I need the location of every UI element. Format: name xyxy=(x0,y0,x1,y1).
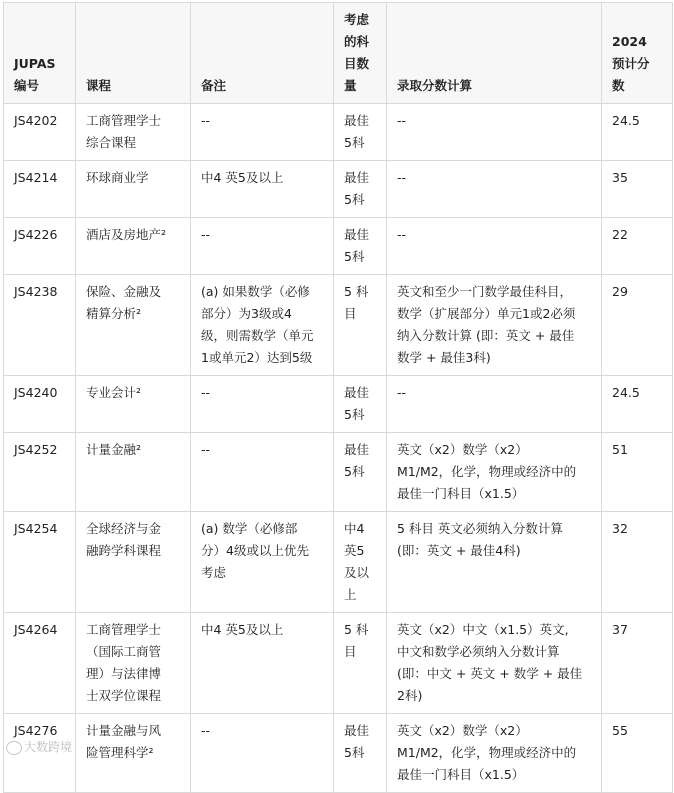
header-subjects xyxy=(334,3,387,104)
cell-line: 考虑 xyxy=(201,565,227,580)
cell-subjects xyxy=(334,433,387,512)
cell-line: 最佳 xyxy=(344,385,370,400)
cell-line: 分）4级或以上优先 xyxy=(201,543,309,558)
cell-line: 5科 xyxy=(344,249,365,264)
cell-line: -- xyxy=(201,227,211,242)
cell-remark xyxy=(191,218,334,275)
header-jupas-code xyxy=(4,3,76,104)
cell-course xyxy=(76,433,191,512)
cell-line: 最佳 xyxy=(344,113,370,128)
cell-line: 英5 xyxy=(344,543,365,558)
cell-course xyxy=(76,512,191,613)
table-header-row xyxy=(4,3,673,104)
cell-line: 英文（x2）数学（x2） xyxy=(397,723,528,738)
cell-line: 数学（扩展部分）单元1或2必须 xyxy=(397,306,576,321)
cell-course xyxy=(76,218,191,275)
cell-line: 5科 xyxy=(344,135,365,150)
cell-remark xyxy=(191,714,334,793)
cell-line: 目 xyxy=(344,644,357,659)
cell-line: (a) 如果数学（必修 xyxy=(201,284,310,299)
cell-line: -- xyxy=(397,170,407,185)
cell-line: （国际工商管 xyxy=(86,644,162,659)
cell-line: -- xyxy=(397,113,407,128)
header-calc xyxy=(387,3,602,104)
cell-line: 中文和数学必须纳入分数计算 xyxy=(397,644,560,659)
cell-code: JS4202 xyxy=(4,104,76,161)
cell-score: 35 xyxy=(602,161,673,218)
table-row xyxy=(4,433,673,512)
cell-line: 5 科 xyxy=(344,622,369,637)
cell-line: 工商管理学士 xyxy=(86,622,162,637)
cell-line: 理）与法律博 xyxy=(86,666,162,681)
cell-line: 纳入分数计算 (即：英文 + 最佳 xyxy=(397,328,575,343)
cell-line: -- xyxy=(201,385,211,400)
cell-score: 55 xyxy=(602,714,673,793)
cell-code: JS4276 xyxy=(4,714,76,793)
cell-calc xyxy=(387,161,602,218)
cell-calc xyxy=(387,433,602,512)
cell-line: 目 xyxy=(344,306,357,321)
table-row xyxy=(4,613,673,714)
cell-calc xyxy=(387,104,602,161)
cell-line: 专业会计² xyxy=(86,385,142,400)
cell-line: 级，则需数学（单元 xyxy=(201,328,314,343)
cell-line: (即：中文 + 英文 + 数学 + 最佳 xyxy=(397,666,583,681)
cell-code: JS4254 xyxy=(4,512,76,613)
cell-calc xyxy=(387,218,602,275)
cell-subjects xyxy=(334,218,387,275)
watermark-logo-icon xyxy=(6,741,22,755)
cell-line: M1/M2，化学，物理或经济中的 xyxy=(397,464,577,479)
cell-remark xyxy=(191,433,334,512)
cell-line: -- xyxy=(397,227,407,242)
cell-score: 24.5 xyxy=(602,376,673,433)
table-row xyxy=(4,275,673,376)
cell-line: -- xyxy=(201,442,211,457)
cell-code: JS4252 xyxy=(4,433,76,512)
cell-line: 英文（x2）数学（x2） xyxy=(397,442,528,457)
cell-line: 数学 + 最佳3科) xyxy=(397,350,491,365)
cell-line: 计量金融与风 xyxy=(86,723,162,738)
cell-line: 5科 xyxy=(344,464,365,479)
cell-remark xyxy=(191,376,334,433)
cell-line: 最佳一门科目（x1.5） xyxy=(397,486,525,501)
cell-line: 录取分数计算 xyxy=(397,78,473,93)
cell-line: 的科 xyxy=(344,34,370,49)
cell-score: 24.5 xyxy=(602,104,673,161)
cell-line: 预计分 xyxy=(612,56,650,71)
header-score xyxy=(602,3,673,104)
cell-line: 部分）为3级或4 xyxy=(201,306,292,321)
cell-line: JUPAS xyxy=(14,56,56,71)
cell-code: JS4240 xyxy=(4,376,76,433)
cell-line: 最佳 xyxy=(344,227,370,242)
cell-line: 英文（x2）中文（x1.5）英文, xyxy=(397,622,569,637)
cell-line: 5科 xyxy=(344,407,365,422)
table-row xyxy=(4,161,673,218)
cell-line: 士双学位课程 xyxy=(86,688,162,703)
cell-remark xyxy=(191,512,334,613)
table-row xyxy=(4,714,673,793)
cell-line: 2024 xyxy=(612,34,647,49)
cell-calc xyxy=(387,275,602,376)
cell-line: 中4 xyxy=(344,521,365,536)
cell-score: 29 xyxy=(602,275,673,376)
header-course xyxy=(76,3,191,104)
cell-line: 英文和至少一门数学最佳科目， xyxy=(397,284,573,299)
table-row xyxy=(4,376,673,433)
cell-line: 2科) xyxy=(397,688,423,703)
cell-subjects xyxy=(334,376,387,433)
cell-subjects xyxy=(334,161,387,218)
table-row xyxy=(4,218,673,275)
cell-line: 环球商业学 xyxy=(86,170,149,185)
cell-remark xyxy=(191,104,334,161)
cell-line: 最佳一门科目（x1.5） xyxy=(397,767,525,782)
cell-remark xyxy=(191,161,334,218)
cell-line: 最佳 xyxy=(344,170,370,185)
cell-line: 综合课程 xyxy=(86,135,137,150)
cell-line: 5 科目 英文必须纳入分数计算 xyxy=(397,521,563,536)
cell-calc xyxy=(387,376,602,433)
cell-line: 融跨学科课程 xyxy=(86,543,162,558)
cell-line: 备注 xyxy=(201,78,227,93)
cell-line: 中4 英5及以上 xyxy=(201,170,284,185)
cell-line: (a) 数学（必修部 xyxy=(201,521,298,536)
cell-line: 工商管理学士 xyxy=(86,113,162,128)
cell-code: JS4214 xyxy=(4,161,76,218)
watermark: 大数跨境 xyxy=(6,738,72,755)
cell-score: 51 xyxy=(602,433,673,512)
cell-score: 32 xyxy=(602,512,673,613)
cell-line: -- xyxy=(201,723,211,738)
cell-line: 考虑 xyxy=(344,12,370,27)
cell-line: 保险、金融及 xyxy=(86,284,162,299)
cell-calc xyxy=(387,714,602,793)
cell-course xyxy=(76,714,191,793)
cell-line: 5 科 xyxy=(344,284,369,299)
cell-course xyxy=(76,161,191,218)
cell-subjects xyxy=(334,275,387,376)
cell-line: 目数 xyxy=(344,56,370,71)
admission-table xyxy=(3,2,673,793)
cell-code: JS4238 xyxy=(4,275,76,376)
cell-line: 最佳 xyxy=(344,442,370,457)
table-row xyxy=(4,512,673,613)
cell-course xyxy=(76,376,191,433)
cell-line: 最佳 xyxy=(344,723,370,738)
cell-calc xyxy=(387,613,602,714)
cell-line: -- xyxy=(201,113,211,128)
cell-calc xyxy=(387,512,602,613)
cell-course xyxy=(76,613,191,714)
cell-subjects xyxy=(334,512,387,613)
cell-line: 编号 xyxy=(14,78,40,93)
cell-line: 数 xyxy=(612,78,625,93)
cell-line: 课程 xyxy=(86,78,112,93)
cell-line: 计量金融² xyxy=(86,442,142,457)
cell-code: JS4226 xyxy=(4,218,76,275)
cell-line: 中4 英5及以上 xyxy=(201,622,284,637)
cell-subjects xyxy=(334,104,387,161)
cell-line: 及以 xyxy=(344,565,370,580)
cell-line: 5科 xyxy=(344,745,365,760)
cell-line: 酒店及房地产² xyxy=(86,227,167,242)
cell-course xyxy=(76,104,191,161)
cell-line: 量 xyxy=(344,78,357,93)
cell-course xyxy=(76,275,191,376)
cell-score: 22 xyxy=(602,218,673,275)
cell-score: 37 xyxy=(602,613,673,714)
cell-subjects xyxy=(334,613,387,714)
cell-line: -- xyxy=(397,385,407,400)
cell-line: M1/M2，化学，物理或经济中的 xyxy=(397,745,577,760)
cell-line: 上 xyxy=(344,587,357,602)
cell-line: 全球经济与金 xyxy=(86,521,162,536)
cell-remark xyxy=(191,275,334,376)
cell-line: 险管理科学² xyxy=(86,745,154,760)
cell-line: 1或单元2）达到5级 xyxy=(201,350,313,365)
table-row xyxy=(4,104,673,161)
cell-line: 精算分析² xyxy=(86,306,142,321)
cell-code: JS4264 xyxy=(4,613,76,714)
cell-line: 5科 xyxy=(344,192,365,207)
cell-line: (即：英文 + 最佳4科) xyxy=(397,543,521,558)
header-remark xyxy=(191,3,334,104)
cell-remark xyxy=(191,613,334,714)
cell-subjects xyxy=(334,714,387,793)
